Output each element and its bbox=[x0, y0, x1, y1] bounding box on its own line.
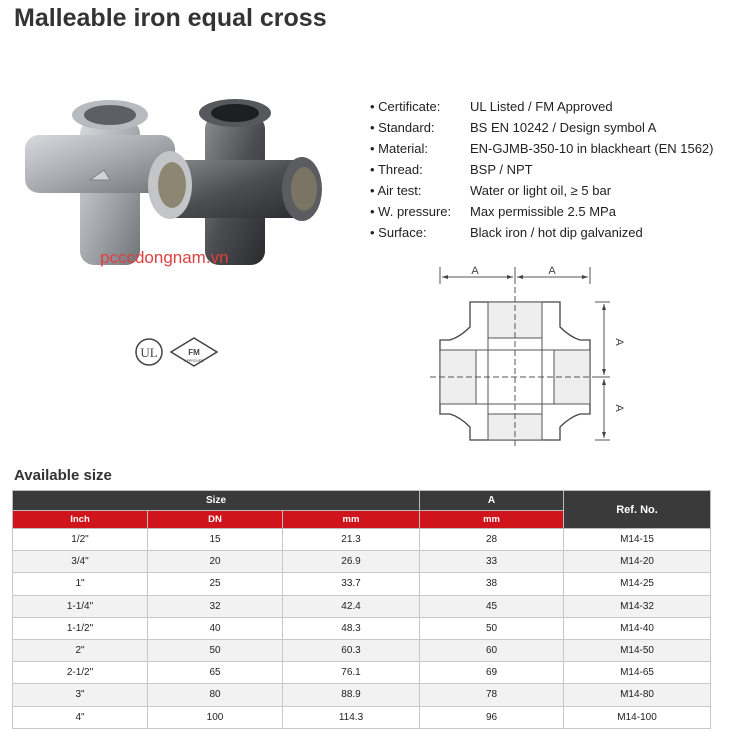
inch-cell: 2-1/2" bbox=[13, 662, 148, 684]
spec-row bbox=[370, 159, 714, 180]
spec-value: EN-GJMB-350-10 in blackheart (EN 1562) bbox=[470, 141, 714, 156]
technical-drawing bbox=[420, 262, 625, 452]
dim-label-top-left: A bbox=[471, 265, 479, 277]
spec-key: • Thread: bbox=[370, 159, 470, 180]
table-row bbox=[13, 617, 711, 639]
table-row bbox=[13, 595, 711, 617]
dim-label-top-right: A bbox=[548, 265, 556, 277]
fm-logo-subtext: APPROVED bbox=[184, 359, 204, 363]
ref-no-cell: M14-32 bbox=[564, 595, 711, 617]
a-mm-cell: 50 bbox=[420, 617, 564, 639]
table-row bbox=[13, 684, 711, 706]
ref-no-cell: M14-65 bbox=[564, 662, 711, 684]
inch-cell: 4" bbox=[13, 706, 148, 728]
inch-cell: 1" bbox=[13, 573, 148, 595]
spec-list bbox=[370, 96, 714, 243]
size-mm-cell: 76.1 bbox=[283, 662, 420, 684]
table-row bbox=[13, 551, 711, 573]
spec-row bbox=[370, 222, 714, 243]
spec-key: • Certificate: bbox=[370, 96, 470, 117]
table-row bbox=[13, 573, 711, 595]
a-mm-cell: 38 bbox=[420, 573, 564, 595]
size-mm-cell: 26.9 bbox=[283, 551, 420, 573]
spec-row bbox=[370, 96, 714, 117]
size-mm-header: mm bbox=[283, 511, 420, 529]
spec-row bbox=[370, 117, 714, 138]
a-mm-cell: 28 bbox=[420, 529, 564, 551]
section-title: Available size bbox=[14, 467, 112, 484]
inch-cell: 2" bbox=[13, 639, 148, 661]
page-title: Malleable iron equal cross bbox=[14, 4, 327, 32]
spec-value: Water or light oil, ≥ 5 bar bbox=[470, 183, 612, 198]
dn-cell: 15 bbox=[148, 529, 283, 551]
ref-no-cell: M14-25 bbox=[564, 573, 711, 595]
fm-approved-logo bbox=[171, 338, 217, 366]
watermark: pcccdongnam.vn bbox=[100, 248, 229, 267]
size-mm-cell: 21.3 bbox=[283, 529, 420, 551]
spec-value: UL Listed / FM Approved bbox=[470, 99, 613, 114]
ref-no-cell: M14-15 bbox=[564, 529, 711, 551]
a-mm-cell: 60 bbox=[420, 639, 564, 661]
dn-cell: 100 bbox=[148, 706, 283, 728]
spec-value: BSP / NPT bbox=[470, 162, 533, 177]
ul-logo-text: UL bbox=[140, 345, 158, 360]
a-group-header: A bbox=[420, 491, 564, 511]
ref-no-cell: M14-80 bbox=[564, 684, 711, 706]
size-table bbox=[12, 490, 711, 729]
dn-cell: 25 bbox=[148, 573, 283, 595]
table-row bbox=[13, 662, 711, 684]
ref-no-cell: M14-100 bbox=[564, 706, 711, 728]
spec-row bbox=[370, 201, 714, 222]
size-mm-cell: 88.9 bbox=[283, 684, 420, 706]
inch-cell: 1/2" bbox=[13, 529, 148, 551]
a-mm-cell: 33 bbox=[420, 551, 564, 573]
size-group-header: Size bbox=[13, 491, 420, 511]
dim-label-right-top: A bbox=[613, 338, 625, 346]
spec-value: BS EN 10242 / Design symbol A bbox=[470, 120, 657, 135]
inch-cell: 1-1/2" bbox=[13, 617, 148, 639]
spec-value: Max permissible 2.5 MPa bbox=[470, 204, 616, 219]
inch-cell: 1-1/4" bbox=[13, 595, 148, 617]
dn-cell: 65 bbox=[148, 662, 283, 684]
size-mm-cell: 42.4 bbox=[283, 595, 420, 617]
spec-row bbox=[370, 138, 714, 159]
size-mm-cell: 33.7 bbox=[283, 573, 420, 595]
inch-header: Inch bbox=[13, 511, 148, 529]
fm-logo-text: FM bbox=[188, 348, 200, 357]
dim-label-right-bottom: A bbox=[613, 404, 625, 412]
a-mm-header: mm bbox=[420, 511, 564, 529]
dn-cell: 32 bbox=[148, 595, 283, 617]
a-mm-cell: 69 bbox=[420, 662, 564, 684]
spec-key: • Air test: bbox=[370, 180, 470, 201]
dn-cell: 40 bbox=[148, 617, 283, 639]
ref-no-cell: M14-50 bbox=[564, 639, 711, 661]
a-mm-cell: 45 bbox=[420, 595, 564, 617]
ref-no-cell: M14-20 bbox=[564, 551, 711, 573]
spec-key: • Material: bbox=[370, 138, 470, 159]
ref-no-header: Ref. No. bbox=[564, 491, 711, 529]
table-row bbox=[13, 639, 711, 661]
size-mm-cell: 48.3 bbox=[283, 617, 420, 639]
dn-cell: 50 bbox=[148, 639, 283, 661]
dn-cell: 20 bbox=[148, 551, 283, 573]
ref-no-cell: M14-40 bbox=[564, 617, 711, 639]
spec-value: Black iron / hot dip galvanized bbox=[470, 225, 643, 240]
ul-logo bbox=[136, 339, 162, 365]
spec-row bbox=[370, 180, 714, 201]
size-mm-cell: 60.3 bbox=[283, 639, 420, 661]
galvanized-cross bbox=[25, 100, 192, 265]
a-mm-cell: 96 bbox=[420, 706, 564, 728]
inch-cell: 3" bbox=[13, 684, 148, 706]
dn-cell: 80 bbox=[148, 684, 283, 706]
spec-key: • Surface: bbox=[370, 222, 470, 243]
table-row bbox=[13, 529, 711, 551]
size-mm-cell: 114.3 bbox=[283, 706, 420, 728]
table-row bbox=[13, 706, 711, 728]
spec-key: • W. pressure: bbox=[370, 201, 470, 222]
spec-key: • Standard: bbox=[370, 117, 470, 138]
inch-cell: 3/4" bbox=[13, 551, 148, 573]
dn-header: DN bbox=[148, 511, 283, 529]
certification-logos bbox=[132, 332, 222, 372]
a-mm-cell: 78 bbox=[420, 684, 564, 706]
